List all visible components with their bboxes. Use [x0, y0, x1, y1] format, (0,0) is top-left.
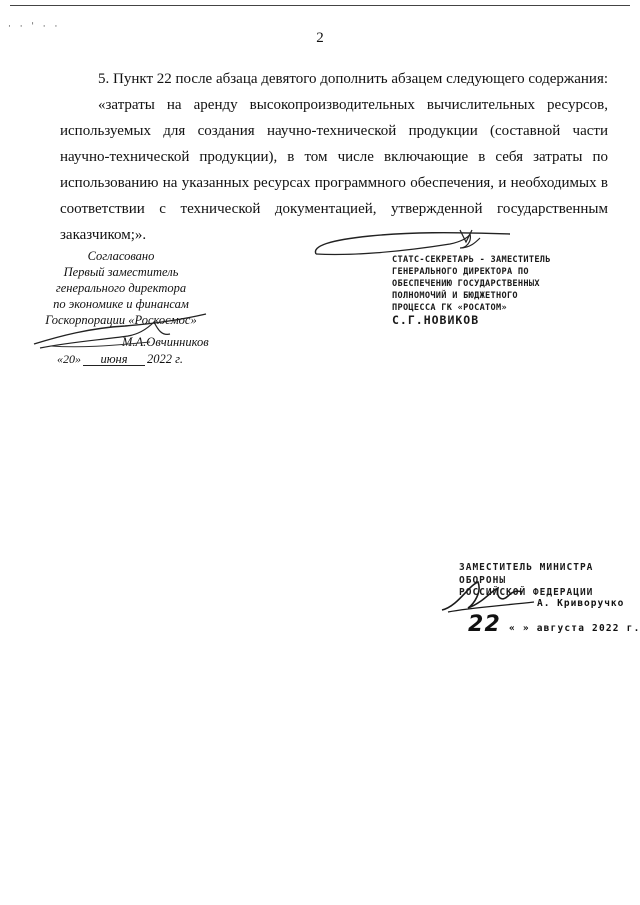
- stamp-line: ПОЛНОМОЧИЙ И БЮДЖЕТНОГО: [392, 291, 518, 301]
- minob-signatory-name: А. Криворучко: [537, 598, 625, 609]
- minob-date: [466, 612, 640, 637]
- stamp-line: ГЕНЕРАЛЬНОГО ДИРЕКТОРА ПО: [392, 267, 529, 277]
- minob-signature: [438, 576, 538, 616]
- stamp-line: ЗАМЕСТИТЕЛЬ МИНИСТРА ОБОРОНЫ: [459, 562, 594, 586]
- stamp-line: ПРОЦЕССА ГК «РОСАТОМ»: [392, 303, 507, 313]
- approval-position-line: Первый заместитель: [63, 265, 179, 279]
- minob-date-month-year: « » августа 2022 г.: [509, 623, 640, 634]
- stamp-line: РОССИЙСКОЙ ФЕДЕРАЦИИ: [459, 587, 594, 598]
- item-paragraph: 5. Пункт 22 после абзаца девятого дополнить абзацем следующего содержания:: [98, 71, 609, 87]
- roscosmos-signature: [30, 306, 210, 352]
- quoted-paragraph: «затраты на аренду высокопроизводительных вычислительных ресурсов, используемых для создания научно-технической продукции (составной части научно-технической продукции), в том числе включающие в себя затраты по использованию на указанных ресурсах программного обеспечения, и необходимых в соответствии с технической документацией, утвержденной государственным заказчиком;».: [60, 97, 608, 243]
- stamp-line: СТАТС-СЕКРЕТАРЬ - ЗАМЕСТИТЕЛЬ: [392, 255, 551, 265]
- approval-position-line: генерального директора: [55, 281, 187, 295]
- scan-marks: · · ˈ · ·: [8, 22, 61, 32]
- approval-date-month: июня: [83, 353, 145, 366]
- document-body: [60, 66, 608, 248]
- approval-position-line: по экономике и финансам: [53, 297, 189, 311]
- approval-date-year: 2022 г.: [147, 352, 183, 366]
- minob-date-day: 22: [468, 612, 502, 637]
- approver-name: М.А.Овчинников: [122, 335, 209, 349]
- page-number: 2: [316, 30, 324, 46]
- stamp-signatory-name: С.Г.НОВИКОВ: [392, 313, 480, 327]
- approval-heading: Согласовано: [87, 249, 155, 263]
- approval-date-day: «20»: [57, 352, 81, 366]
- approval-date: [57, 352, 183, 367]
- scan-top-edge: [10, 5, 630, 6]
- stamp-line: ОБЕСПЕЧЕНИЮ ГОСУДАРСТВЕННЫХ: [392, 279, 540, 289]
- rosatom-approval-stamp: [392, 254, 551, 326]
- approval-organization: Госкорпорации «Роскосмос»: [45, 313, 197, 327]
